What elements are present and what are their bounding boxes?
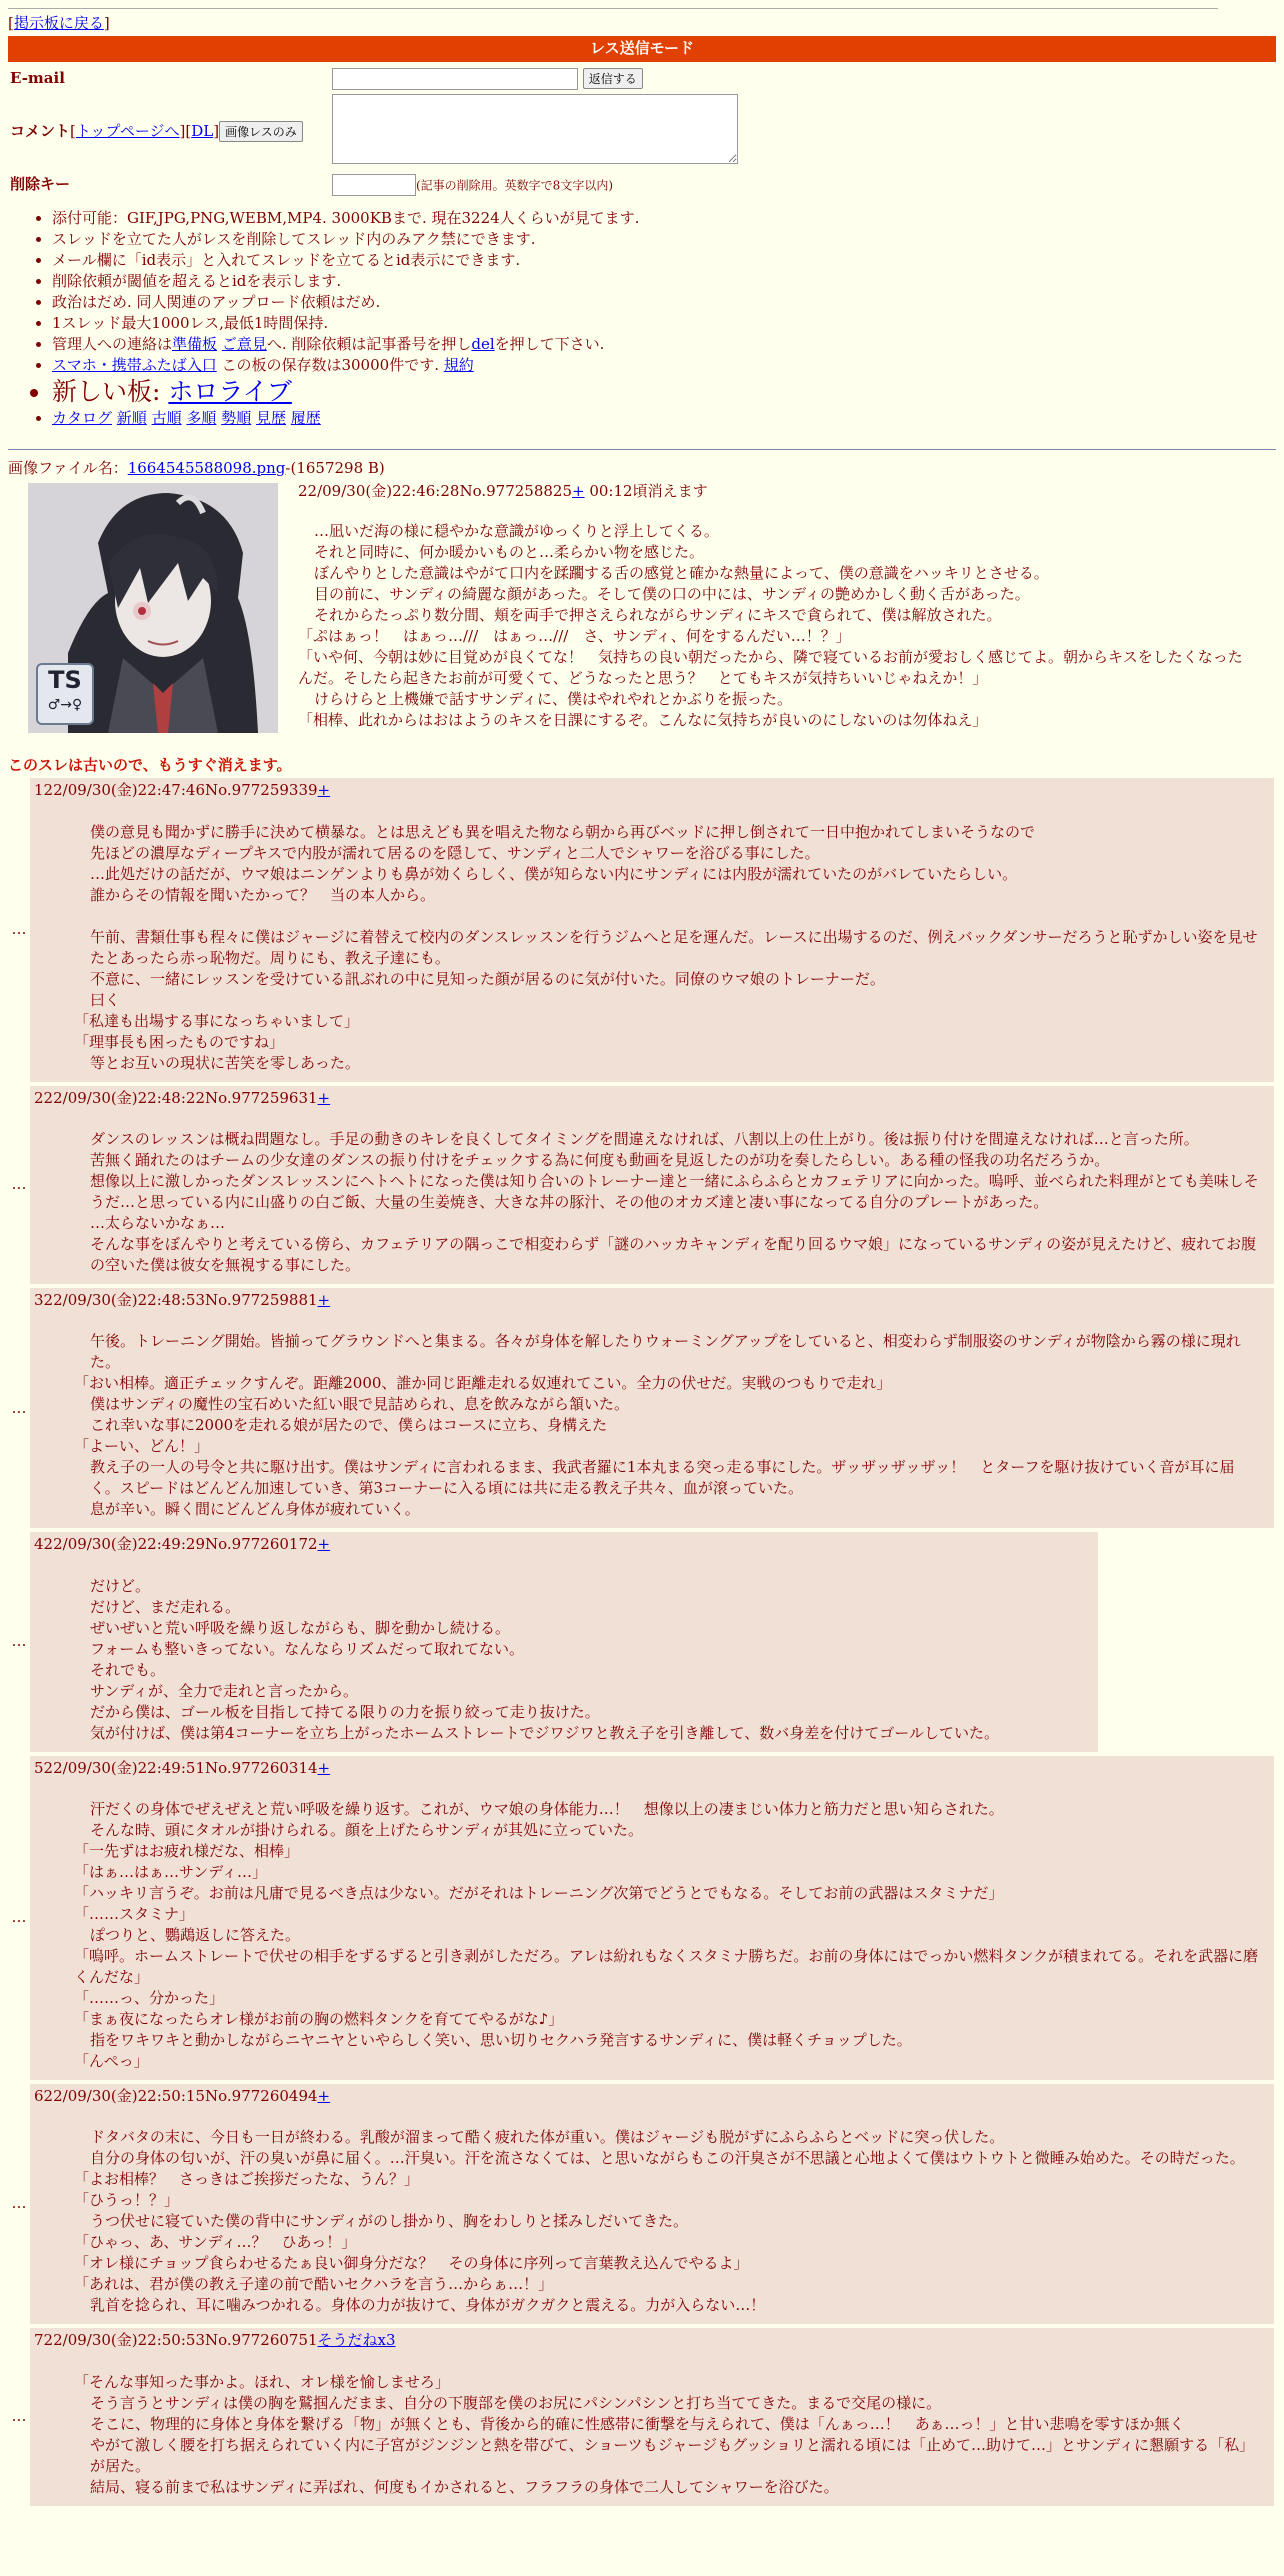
op-line: ぼんやりとした意識はやがて口内を蹂躙する舌の感覚と確かな熱量によって、僕の意識をハッキリとさせる。 (314, 564, 1049, 583)
reply-header (34, 1088, 1270, 1109)
op-thumbnail[interactable] (28, 483, 278, 733)
reply-list (8, 778, 1276, 2505)
reply-line: 曰く (90, 990, 121, 1009)
reply-line: 不意に、一緒にレッスンを受けている訊ぶれの中に見知った顔が居るのに気が付いた。同僚のウマ娘のトレーナーだ。 (90, 969, 885, 988)
dl-link[interactable]: DL (191, 122, 214, 141)
reply-line: 乳首を捻られ、耳に噛みつかれる。身体の力が抜けて、身体がガクガクと震える。力が入らない…！ (90, 2296, 766, 2315)
reply-line: そんな事をぼんやりと考えている傍ら、カフェテリアの隅っこで相変わらず「謎のハッカキャンディを配り回るウマ娘」になっているサンディの姿が見えたけど、疲れてお腹の空いた僕は彼女を無視する事にした。 (90, 1235, 1257, 1275)
op-plus-link[interactable]: + (572, 482, 585, 501)
reply-line: 「嗚呼。ホームストレートで伏せの相手をずるずると引き剥がしただろ。アレは紛れもなくスタミナ勝ちだ。お前の身体にはでっかい燃料タンクが積まれてる。それを武器に磨くんだな」 (74, 1946, 1259, 1986)
reply-header (34, 1290, 1270, 1311)
reply-line: 自分の身体の匂いが、汗の臭いが鼻に届く。…汗臭い。汗を流さなくては、と思いながらもこの汗臭さが不思議と心地よくて僕はウトウトと微睡み始めた。その時だった。 (90, 2149, 1245, 2168)
reply-line: これ幸いな事に2000を走れる娘が居たので、僕らはコースに立ち、身構えた (90, 1416, 608, 1435)
reply-line: 「まぁ夜になったらオレ様がお前の胸の燃料タンクを育ててやるがな♪」 (74, 2009, 564, 2028)
reply-date-no: 22/09/30(金)22:49:51No.977260314 (43, 1758, 318, 1777)
reply-index: 7 (34, 2331, 44, 2350)
reply-box (30, 1756, 1274, 2080)
reply-line: 「……スタミナ」 (74, 1904, 195, 1923)
reply-line: 午前、書類仕事も程々に僕はジャージに着替えて校内のダンスレッスンを行うジムへと足を運んだ。レースに出場するのだ、例えバックダンサーだろうと恥ずかしい姿を見せたとあったら赤っ恥物だ。周りにも、教え子達にも。 (90, 927, 1258, 967)
reply-line: 苦無く踊れたのはチームの少女達のダンスの振り付けをチェックする為に何度も動画を見返したのが功を奏したらしい。ある種の怪我の功名だろうか。 (90, 1151, 1110, 1170)
reply-line: 指をワキワキと動かしながらニヤニヤといやらしく笑い、思い切りセクハラ発言するサンディに、僕は軽くチョップした。 (90, 2030, 912, 2049)
reply-line: 息が辛い。瞬く間にどんどん身体が疲れていく。 (90, 1500, 420, 1519)
op-file-link[interactable]: 1664545588098.png (127, 458, 286, 477)
reply-form (8, 66, 1008, 198)
reply-box (30, 778, 1274, 1081)
reply-line: だけど、まだ走れる。 (90, 1597, 241, 1616)
delete-key-note: (記事の削除用。英数字で8文字以内) (416, 178, 613, 193)
reply-line: 「んぺっ」 (74, 2051, 149, 2070)
reply-line: 「一先ずはお疲れ様だな、相棒」 (74, 1841, 300, 1860)
op-expire-time: 00:12頃消えます (584, 482, 708, 501)
rule-item: • 1スレッド最大1000レス,最低1時間保持. (52, 313, 1276, 334)
reply-line: 「おい相棒。適正チェックすんぞ。距離2000、誰か同じ距離走れる奴連れてこい。全力の伏せだ。実戦のつもりで走れ」 (74, 1374, 892, 1393)
reply-line: 教え子の一人の号令と共に駆け出す。僕はサンディに言われるまま、我武者羅に1本丸まる突っ走る事にした。ザッザッザッザッ！ とターフを駆け抜けていく音が耳に届く。スピードはどんどん加速していき、第3コーナーに入る頃には共に走る教え子共々、血が滾っていた。 (90, 1458, 1235, 1498)
back-to-board-link[interactable]: 掲示板に戻る (13, 14, 104, 32)
reply-date-no: 22/09/30(金)22:50:53No.977260751 (43, 2331, 318, 2350)
sort-links (52, 408, 1276, 429)
reply-post (8, 2328, 1276, 2505)
sort-old-link[interactable]: 古順 (151, 408, 182, 427)
reply-indent-marker: … (11, 1398, 27, 1417)
reply-plus-link[interactable]: + (317, 2086, 331, 2105)
catalog-link[interactable]: カタログ (52, 408, 113, 427)
reply-line: 「よーい、どん！」 (74, 1437, 210, 1456)
reply-plus-link[interactable]: + (317, 1758, 331, 1777)
view-history-link[interactable]: 見歴 (255, 408, 286, 427)
reply-plus-link[interactable]: + (317, 1088, 331, 1107)
reply-index: 6 (34, 2086, 44, 2105)
reply-line: 気が付けば、僕は第4コーナーを立ち上がったホームストレートでジワジワと教え子を引き離して、数バ身差を付けてゴールしていた。 (90, 1723, 999, 1742)
reply-date-no: 22/09/30(金)22:50:15No.977260494 (43, 2086, 318, 2105)
reply-plus-link[interactable]: + (317, 1535, 331, 1554)
top-divider (8, 8, 1218, 9)
reply-box (30, 2084, 1274, 2324)
sort-momentum-link[interactable]: 勢順 (221, 408, 252, 427)
op-line: 目の前に、サンディの綺麗な顔があった。そして僕の口の中には、サンディの艶めかしく動く舌があった。 (314, 585, 1030, 604)
reply-body (34, 1779, 1270, 2074)
reply-indent-marker: … (11, 2194, 27, 2213)
reply-line: 誰からその情報を聞いたかって？ 当の本人から。 (90, 885, 436, 904)
terms-link[interactable]: 規約 (443, 355, 474, 374)
reply-line: 「ひうっ！？」 (74, 2191, 180, 2210)
reply-header (34, 2086, 1270, 2107)
email-label: E-mail (10, 68, 65, 87)
op-line: けらけらと上機嫌で話すサンディに、僕はやれやれとかぶりを振った。 (314, 690, 793, 709)
reply-line: 「私達も出場する事になっちゃいまして」 (74, 1011, 360, 1030)
op-line: …凪いだ海の様に穏やかな意識がゆっくりと浮上してくる。 (314, 522, 719, 541)
reply-line: サンディが、全力で走れと言ったから。 (90, 1681, 359, 1700)
reply-line: そんな時、頭にタオルが掛けられる。顔を上げたらサンディが其処に立っていた。 (90, 1820, 644, 1839)
rule-admin-contact: • 管理人への連絡は準備板 ご意見へ. 削除依頼は記事番号を押しdelを押して下さい. (52, 334, 1276, 355)
op-line: 「ぷはぁっ！ はぁっ…/// はぁっ…/// さ、サンディ、何をするんだい…！？」 (298, 627, 851, 646)
reply-line: 等とお互いの現状に苦笑を零しあった。 (90, 1053, 360, 1072)
delete-key-label: 削除キー (10, 175, 71, 194)
board-rules (8, 208, 1276, 429)
reply-index: 2 (34, 1088, 44, 1107)
op-line: 「相棒、此れからはおはようのキスを日課にするぞ。こんなに気持ちが良いのにしないのは勿体ねえ」 (298, 711, 988, 730)
sort-new-link[interactable]: 新順 (116, 408, 147, 427)
thread-expire-notice: このスレは古いので、もうすぐ消えます。 (8, 756, 292, 775)
reply-line: 「理事長も困ったものですね」 (74, 1032, 285, 1051)
reply-body (34, 802, 1270, 1076)
reply-line: そう言うとサンディは僕の胸を鷲掴んだまま、自分の下腹部を僕のお尻にパシンパシンと打ち当ててきた。まるで交尾の様に。 (90, 2393, 942, 2412)
feedback-link[interactable]: ご意見 (221, 334, 267, 353)
reply-plus-link[interactable]: + (317, 781, 331, 800)
rule-item: • スレッドを立てた人がレスを削除してスレッド内のみアク禁にできます. (52, 229, 1276, 250)
reply-body (34, 2107, 1270, 2318)
reply-date-no: 22/09/30(金)22:48:22No.977259631 (43, 1088, 318, 1107)
rule-item: • 政治はだめ. 同人関連のアップロード依頼はだめ. (52, 292, 1276, 313)
reply-line: だから僕は、ゴール板を目指して持てる限りの力を振り絞って走り抜けた。 (90, 1702, 600, 1721)
back-nav: [掲示板に戻る] (8, 14, 110, 32)
reply-date-no: 22/09/30(金)22:47:46No.977259339 (43, 781, 318, 800)
op-line: それと同時に、何か暖かいものと…柔らかい物を感じた。 (314, 543, 705, 562)
reply-line: ダンスのレッスンは概ね問題なし。手足の動きのキレを良くしてタイミングを間違えなければ、八割以上の仕上がり。後は振り付けを間違えなければ…と言った所。 (90, 1130, 1199, 1149)
reply-post (8, 2084, 1276, 2324)
reply-line (74, 906, 1262, 927)
reply-line: 想像以上に激しかったダンスレッスンにヘトヘトになった僕は知り合いのトレーナー達と一緒にふらふらとカフェテリアに向かった。嗚呼、並べられた料理がとても美味しそうだ…と思っている内に山盛りの白ご飯、大量の生姜焼き、大きな丼の豚汁、その他のオカズ達と凄い事になってる自分のプレートがあった。 (90, 1172, 1259, 1212)
top-page-link[interactable]: トップページへ (75, 122, 180, 141)
reply-line: 「そんな事知った事かよ。ほれ、オレ様を愉しませろ」 (74, 2372, 450, 2391)
mode-banner: レス送信モード (8, 36, 1276, 61)
reply-line: それでも。 (90, 1660, 166, 1679)
soudane-link[interactable]: そうだねx3 (317, 2331, 396, 2350)
mobile-entry-link[interactable]: スマホ・携帯ふたば入口 (52, 355, 217, 374)
reply-post (8, 1288, 1276, 1528)
reply-line: 結局、寝る前まで私はサンディに弄ばれ、何度もイかされると、フラフラの身体で二人してシャワーを浴びた。 (90, 2477, 839, 2496)
reply-post (8, 1756, 1276, 2080)
reply-header (34, 780, 1270, 801)
reply-line: 午後。トレーニング開始。皆揃ってグラウンドへと集まる。各々が身体を解したりウォーミングアップをしていると、相変わらず制服姿のサンディが物陰から霧の様に現れた。 (90, 1332, 1241, 1372)
new-board-notice: • 新しい板: ホロライブ (52, 376, 1276, 408)
ts-badge: TS ♂→♀ (36, 663, 94, 725)
reply-indent-marker: … (11, 1175, 27, 1194)
thread-divider (8, 449, 1276, 450)
reply-indent-marker: … (11, 2407, 27, 2426)
reply-date-no: 22/09/30(金)22:49:29No.977260172 (43, 1535, 318, 1554)
rule-item: • 削除依頼が閾値を超えるとidを表示します. (52, 271, 1276, 292)
reply-box (30, 1288, 1274, 1528)
reply-line: ぜいぜいと荒い呼吸を繰り返しながらも、脚を動かし続ける。 (90, 1618, 511, 1637)
op-file-info: 画像ファイル名：1664545588098.png-(1657298 B) (8, 458, 385, 477)
comment-label-cell: コメント[トップページへ][DL] 画像レスのみ (8, 92, 330, 172)
reply-body (34, 1556, 1094, 1746)
reply-line: うつ伏せに寝ていた僕の背中にサンディがのし掛かり、胸をわしりと揉みしだいてきた。 (90, 2212, 689, 2231)
hololive-board-link[interactable]: ホロライブ (168, 376, 292, 406)
reply-date-no: 22/09/30(金)22:48:53No.977259881 (43, 1291, 318, 1310)
reply-body (34, 1311, 1270, 1522)
reply-box (30, 1086, 1274, 1284)
reply-plus-link[interactable]: + (317, 1291, 331, 1310)
email-field[interactable] (332, 68, 578, 90)
sort-many-link[interactable]: 多順 (186, 408, 217, 427)
reply-line: …太らないかなぁ… (90, 1214, 226, 1233)
reply-line: 汗だくの身体でぜえぜえと荒い呼吸を繰り返す。これが、ウマ娘の身体能力…！ 想像以上の凄まじい体力と筋力だと思い知らされた。 (90, 1799, 1004, 1818)
image-only-button[interactable]: 画像レスのみ (219, 121, 303, 142)
reply-post (8, 1086, 1276, 1284)
reply-line: 僕の意見も聞かずに勝手に決めて横暴な。とは思えども異を唱えた物なら朝から再びベッドに押し倒されて一日中抱かれてしまいそうなので (90, 822, 1036, 841)
reply-line: やがて激しく腰を打ち据えられていく内に子宮がジンジンと熱を帯びて、ショーツもジャージもグッショリと濡れる頃には「止めて…助けて…」とサンディに懇願する「私」が居た。 (90, 2435, 1255, 2475)
reply-line: …此処だけの話だが、ウマ娘はニンゲンよりも鼻が効くらしく、僕が知らない内にサンディには内股が濡れていたのがバレていたらしい。 (90, 864, 1018, 883)
reply-body (34, 1109, 1270, 1278)
reply-line: 「よお相棒？ さっきはご挨拶だったな、うん？」 (74, 2170, 420, 2189)
op-header (298, 481, 708, 502)
reply-line: ドタバタの末に、今日も一日が終わる。乳酸が溜まって酷く疲れた体が重い。僕はジャージも脱がずにふらふらとベッドに突っ伏した。 (90, 2128, 1005, 2147)
reply-line: そこに、物理的に身体と身体を繋げる「物」が無くとも、背後から的確に性感帯に衝撃を与えられて、僕は「んぁっ…！ あぁ…っ！」と甘い悲鳴を零すほか無く (90, 2414, 1185, 2433)
comment-textarea[interactable] (332, 94, 738, 164)
reply-indent-marker: … (11, 1632, 27, 1651)
reply-box (30, 1532, 1098, 1751)
junbi-board-link[interactable]: 準備板 (172, 334, 218, 353)
reply-index: 5 (34, 1758, 44, 1777)
rule-mobile: • スマホ・携帯ふたば入口 この板の保存数は30000件です. 規約 (52, 355, 1276, 376)
reply-line: 「……っ、分かった」 (74, 1988, 225, 2007)
reply-post (8, 778, 1276, 1081)
reply-header (34, 1758, 1270, 1779)
op-line: 「いや何、今朝は妙に目覚めが良くてな！ 気持ちの良い朝だったから、隣で寝ているお前が愛おしく感じてよ。朝からキスをしたくなったんだ。そしたら起きたお前が可愛くて、どうなったと思う？ とてもキスが気持ちいいじゃねえか！」 (298, 648, 1243, 688)
reply-body (34, 2352, 1270, 2500)
op-post (8, 481, 1276, 755)
reply-line: 「ハッキリ言うぞ。お前は凡庸で見るべき点は少ない。だがそれはトレーニング次第でどうとでもなる。そしてお前の武器はスタミナだ」 (74, 1883, 1004, 1902)
reply-index: 3 (34, 1291, 44, 1310)
reply-line: 「オレ様にチョップ食らわせるたぁ良い御身分だな？ その身体に序列って言葉教え込んでやるよ」 (74, 2254, 749, 2273)
reply-box (30, 2328, 1274, 2505)
reply-post (8, 1532, 1276, 1751)
reply-indent-marker: … (11, 920, 27, 939)
reply-line: フォームも整いきってない。なんならリズムだって取れてない。 (90, 1639, 524, 1658)
reply-line: ぽつりと、鸚鵡返しに答えた。 (90, 1925, 301, 1944)
delete-key-field[interactable] (332, 174, 416, 196)
reply-header (34, 2330, 1270, 2351)
reply-submit-button[interactable]: 返信する (583, 68, 643, 89)
reply-line: だけど。 (90, 1576, 151, 1595)
op-date-no: 22/09/30(金)22:46:28No.977258825 (298, 482, 572, 501)
reply-index: 4 (34, 1535, 44, 1554)
page (0, 8, 1284, 2506)
rule-item: • 添付可能：GIF,JPG,PNG,WEBM,MP4. 3000KBまで. 現在3224人くらいが見てます. (52, 208, 1276, 229)
comment-label: コメント (10, 122, 71, 141)
reply-line: 「あれは、君が僕の教え子達の前で酷いセクハラを言う…からぁ…！」 (74, 2275, 554, 2294)
reply-index: 1 (34, 781, 44, 800)
reply-header (34, 1534, 1094, 1555)
reply-line: 「ひゃっ、あ、サンディ…？ ひあっ！」 (74, 2233, 357, 2252)
op-line: それからたっぷり数分間、頬を両手で押さえられながらサンディにキスで貪られて、僕は解放された。 (314, 606, 1002, 625)
op-body (298, 521, 1248, 731)
history-link[interactable]: 履歴 (290, 408, 321, 427)
rule-item: • メール欄に「id表示」と入れてスレッドを立てるとid表示にできます. (52, 250, 1276, 271)
reply-indent-marker: … (11, 1908, 27, 1927)
del-link[interactable]: del (471, 334, 495, 353)
reply-line: 先ほどの濃厚なディープキスで内股が濡れて居るのを隠して、サンディと二人でシャワーを浴びる事にした。 (90, 843, 820, 862)
reply-line: 僕はサンディの魔性の宝石めいた紅い眼で見詰められ、息を飲みながら頷いた。 (90, 1395, 629, 1414)
reply-line: 「はぁ…はぁ…サンディ…」 (74, 1862, 268, 1881)
